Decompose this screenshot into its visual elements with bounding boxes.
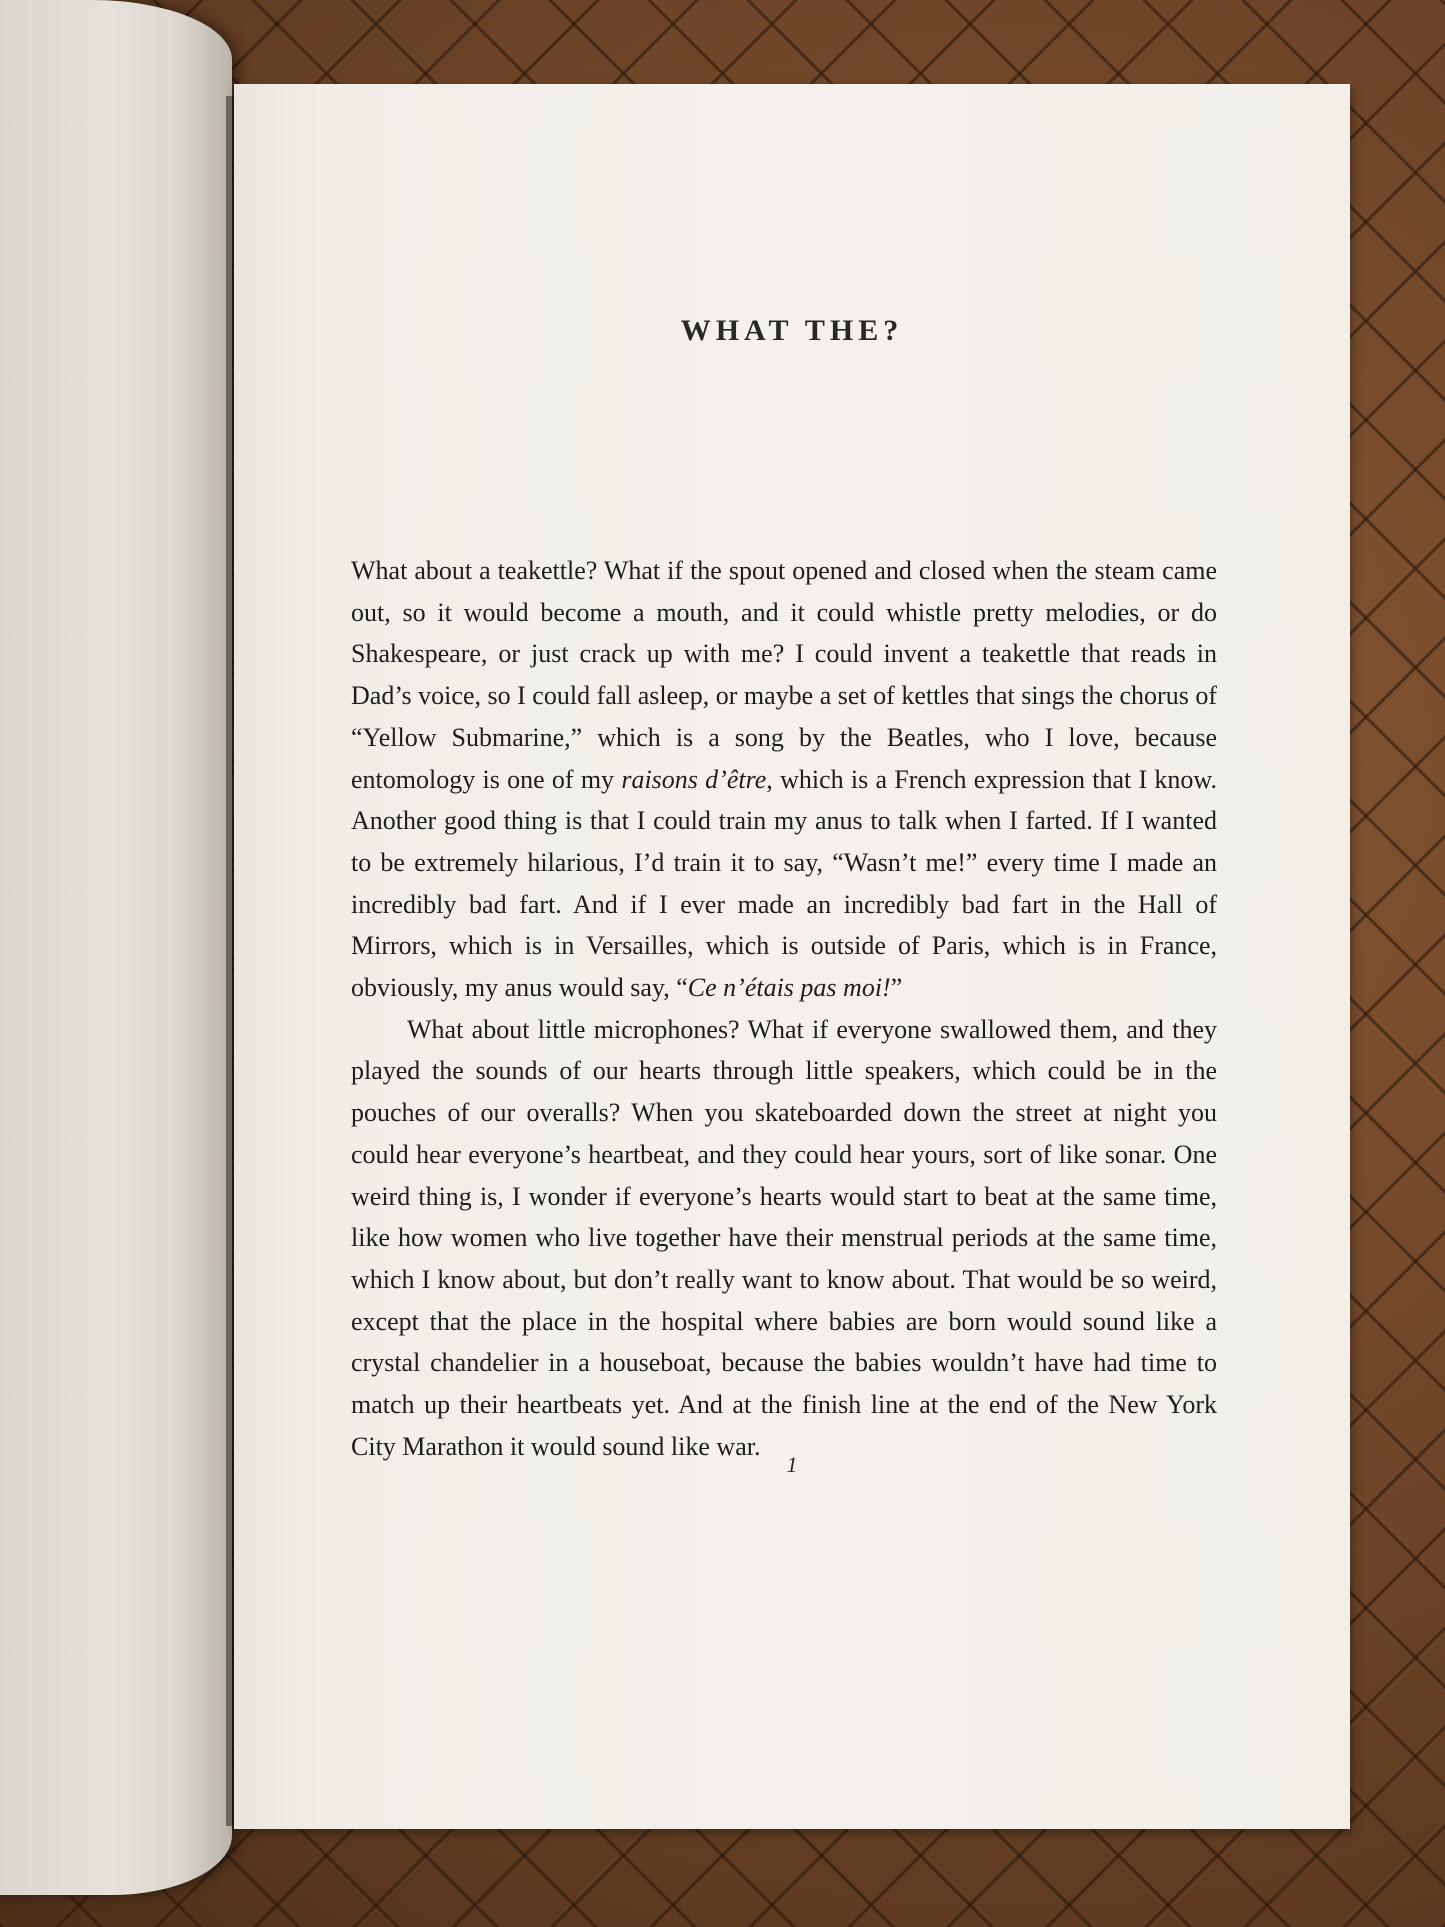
right-page — [234, 84, 1350, 1829]
paragraph-1-text-b: , which is a French expression that I know. Another good thing is that I could train my anus to talk when I farted. If I wanted to be extremely hilarious, I’d train it to say, “Wasn’t me!” every time I made an incredibly bad fart. And if I ever made an incredibly bad fart in the Hall of Mirrors, which is in Versailles, which is outside of Paris, which is in France, obviously, my anus would say, “ — [351, 764, 1217, 1003]
paragraph-1-italic-b: Ce n’étais pas moi! — [687, 973, 891, 1003]
paragraph-1 — [351, 550, 1217, 1009]
paragraph-2: What about little microphones? What if everyone swallowed them, and they played the sounds of our hearts through little speakers, which could be in the pouches of our overalls? When you skateboarded down the street at night you could hear everyone’s heartbeat, and they could hear yours, sort of like sonar. One weird thing is, I wonder if everyone’s hearts would start to beat at the same time, like how women who live together have their menstrual periods at the same time, which I know about, but don’t really want to know about. That would be so weird, except that the place in the hospital where babies are born would sound like a crystal chandelier in a houseboat, because the babies wouldn’t have had time to match up their heartbeats yet. And at the finish line at the end of the New York City Marathon it would sound like war. — [351, 1014, 1217, 1461]
body-text — [351, 550, 1217, 1467]
paragraph-1-text-a: What about a teakettle? What if the spout opened and closed when the steam came out, so it would become a mouth, and it could whistle pretty melodies, or do Shakespeare, or just crack up with me? I could invent a teakettle that reads in Dad’s voice, so I could fall asleep, or maybe a set of kettles that sings the chorus of “Yellow Submarine,” which is a song by the Beatles, who I love, because entomology is one of my — [351, 556, 1217, 794]
paragraph-1-italic-a: raisons d’être — [621, 764, 767, 794]
paragraph-1-text-c: ” — [890, 973, 903, 1003]
page-number: 1 — [786, 1452, 798, 1477]
left-page — [0, 0, 232, 1895]
chapter-title: WHAT THE? — [680, 314, 904, 347]
